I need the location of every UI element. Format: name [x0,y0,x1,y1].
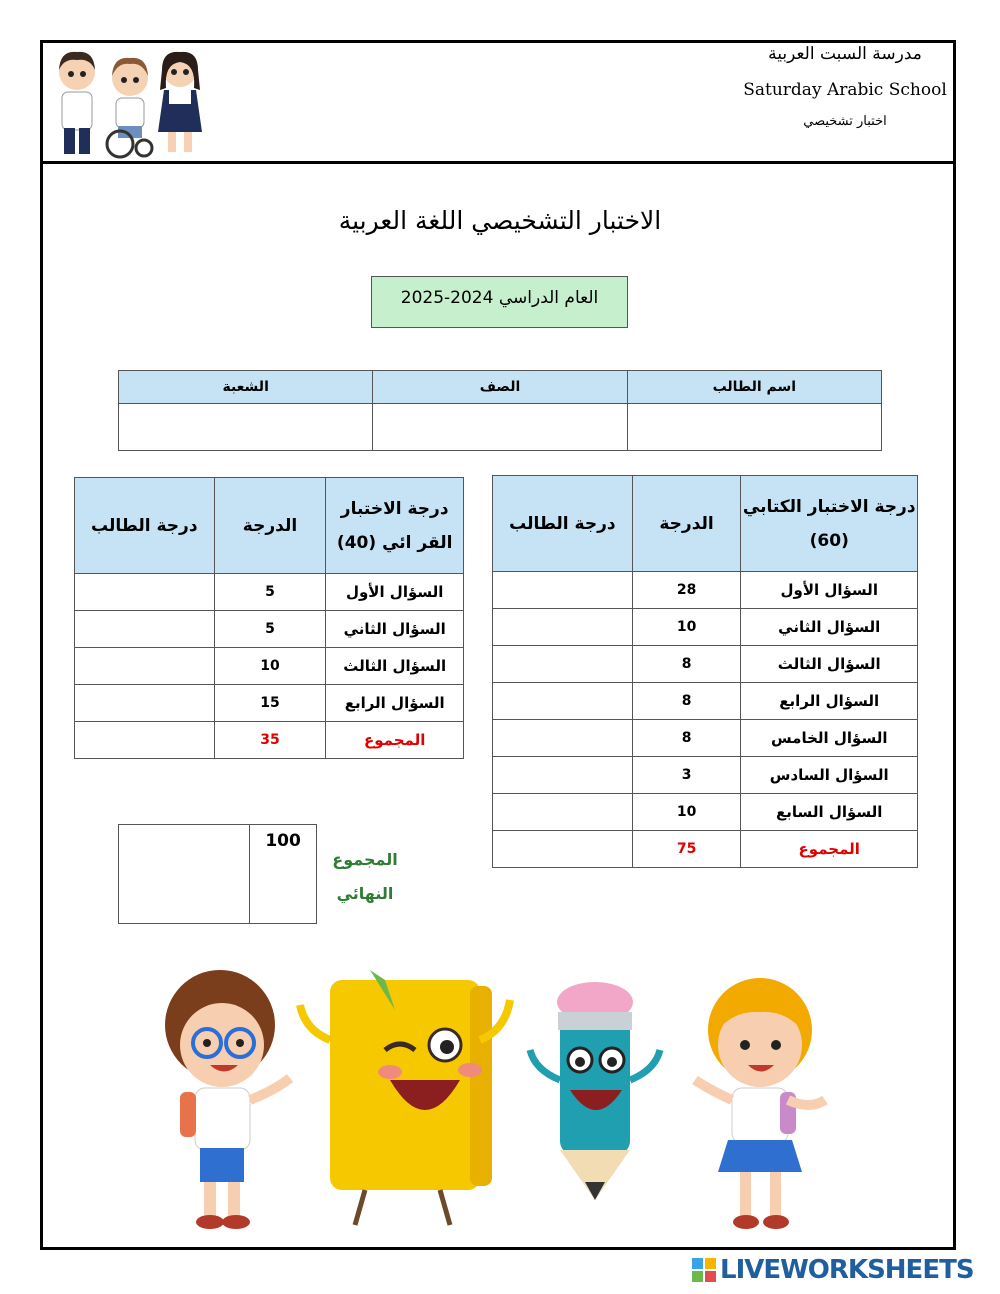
total-points: 75 [632,831,741,868]
section-cell[interactable] [119,404,373,451]
grade-level-cell[interactable] [373,404,627,451]
student-grade-cell[interactable] [75,685,215,722]
total-row [493,831,918,868]
final-total-label [320,843,410,911]
reading-student-grade-header: درجة الطالب [75,478,215,574]
final-max-score: 100 [250,825,317,924]
student-grade-cell[interactable] [75,574,215,611]
section-header: الشعبة [119,371,373,404]
written-student-grade-header: درجة الطالب [493,476,633,572]
total-points: 35 [214,722,326,759]
question-label: السؤال الأول [326,574,464,611]
reading-test-table [74,477,464,759]
question-label: السؤال الرابع [741,683,918,720]
student-grade-cell[interactable] [75,611,215,648]
student-total-cell[interactable] [75,722,215,759]
student-grade-cell[interactable] [493,646,633,683]
table-row [75,574,464,611]
liveworksheets-brand[interactable]: LIVEWORKSHEETS [720,1255,974,1285]
total-row [75,722,464,759]
reading-test-header [326,478,464,574]
reading-test-subtitle: القر ائي (40) [336,532,453,553]
question-label: السؤال الثاني [326,611,464,648]
question-points: 10 [632,609,741,646]
written-grade-header: الدرجة [632,476,741,572]
student-grade-cell[interactable] [493,720,633,757]
student-grade-cell[interactable] [493,757,633,794]
question-label: السؤال الثالث [741,646,918,683]
question-label: السؤال السادس [741,757,918,794]
written-test-title: درجة الاختبار الكتابي [742,496,916,517]
girl-character [695,978,825,1229]
student-grade-cell[interactable] [75,648,215,685]
table-row [493,757,918,794]
question-points: 5 [214,611,326,648]
question-points: 8 [632,720,741,757]
table-row [493,609,918,646]
question-points: 8 [632,683,741,720]
written-test-header [741,476,918,572]
table-row [493,683,918,720]
pencil-character [530,982,660,1200]
question-label: السؤال الرابع [326,685,464,722]
question-points: 28 [632,572,741,609]
table-row [493,794,918,831]
table-row [75,685,464,722]
table-row [75,648,464,685]
book-character [300,970,510,1225]
table-row [493,572,918,609]
test-type-label: اختبار تشخيصي [803,114,887,129]
final-total-table [118,824,317,924]
liveworksheets-logo-icon [692,1258,716,1282]
academic-year-box: العام الدراسي 2024-2025 [371,276,628,328]
final-label-line2: النهائي [336,884,394,903]
question-points: 10 [632,794,741,831]
written-test-total-points: (60) [809,530,849,551]
question-label: السؤال الثاني [741,609,918,646]
question-points: 5 [214,574,326,611]
page-title: الاختبار التشخيصي اللغة العربية [338,206,662,235]
kids-book-pencil-illustration [140,950,840,1240]
student-info-table [118,370,882,451]
table-row [493,720,918,757]
table-row [75,611,464,648]
grade-level-header: الصف [373,371,627,404]
final-label-line1: المجموع [332,850,398,869]
header-divider [40,161,956,164]
student-grade-cell[interactable] [493,572,633,609]
school-name-english: Saturday Arabic School [743,80,947,100]
boy-character [165,970,290,1229]
question-label: السؤال الخامس [741,720,918,757]
question-label: السؤال الثالث [326,648,464,685]
student-total-cell[interactable] [493,831,633,868]
question-label: السؤال الأول [741,572,918,609]
reading-grade-header: الدرجة [214,478,326,574]
question-points: 15 [214,685,326,722]
question-points: 8 [632,646,741,683]
student-name-cell[interactable] [627,404,881,451]
reading-test-title: درجة الاختبار [340,498,449,519]
question-points: 3 [632,757,741,794]
student-grade-cell[interactable] [493,609,633,646]
total-label: المجموع [326,722,464,759]
student-grade-cell[interactable] [493,683,633,720]
question-points: 10 [214,648,326,685]
school-name-arabic: مدرسة السبت العربية [768,44,922,64]
table-row [493,646,918,683]
kids-illustration [50,44,210,160]
total-label: المجموع [741,831,918,868]
final-student-score-cell[interactable] [119,825,250,924]
written-test-table [492,475,918,868]
question-label: السؤال السابع [741,794,918,831]
student-grade-cell[interactable] [493,794,633,831]
student-name-header: اسم الطالب [627,371,881,404]
